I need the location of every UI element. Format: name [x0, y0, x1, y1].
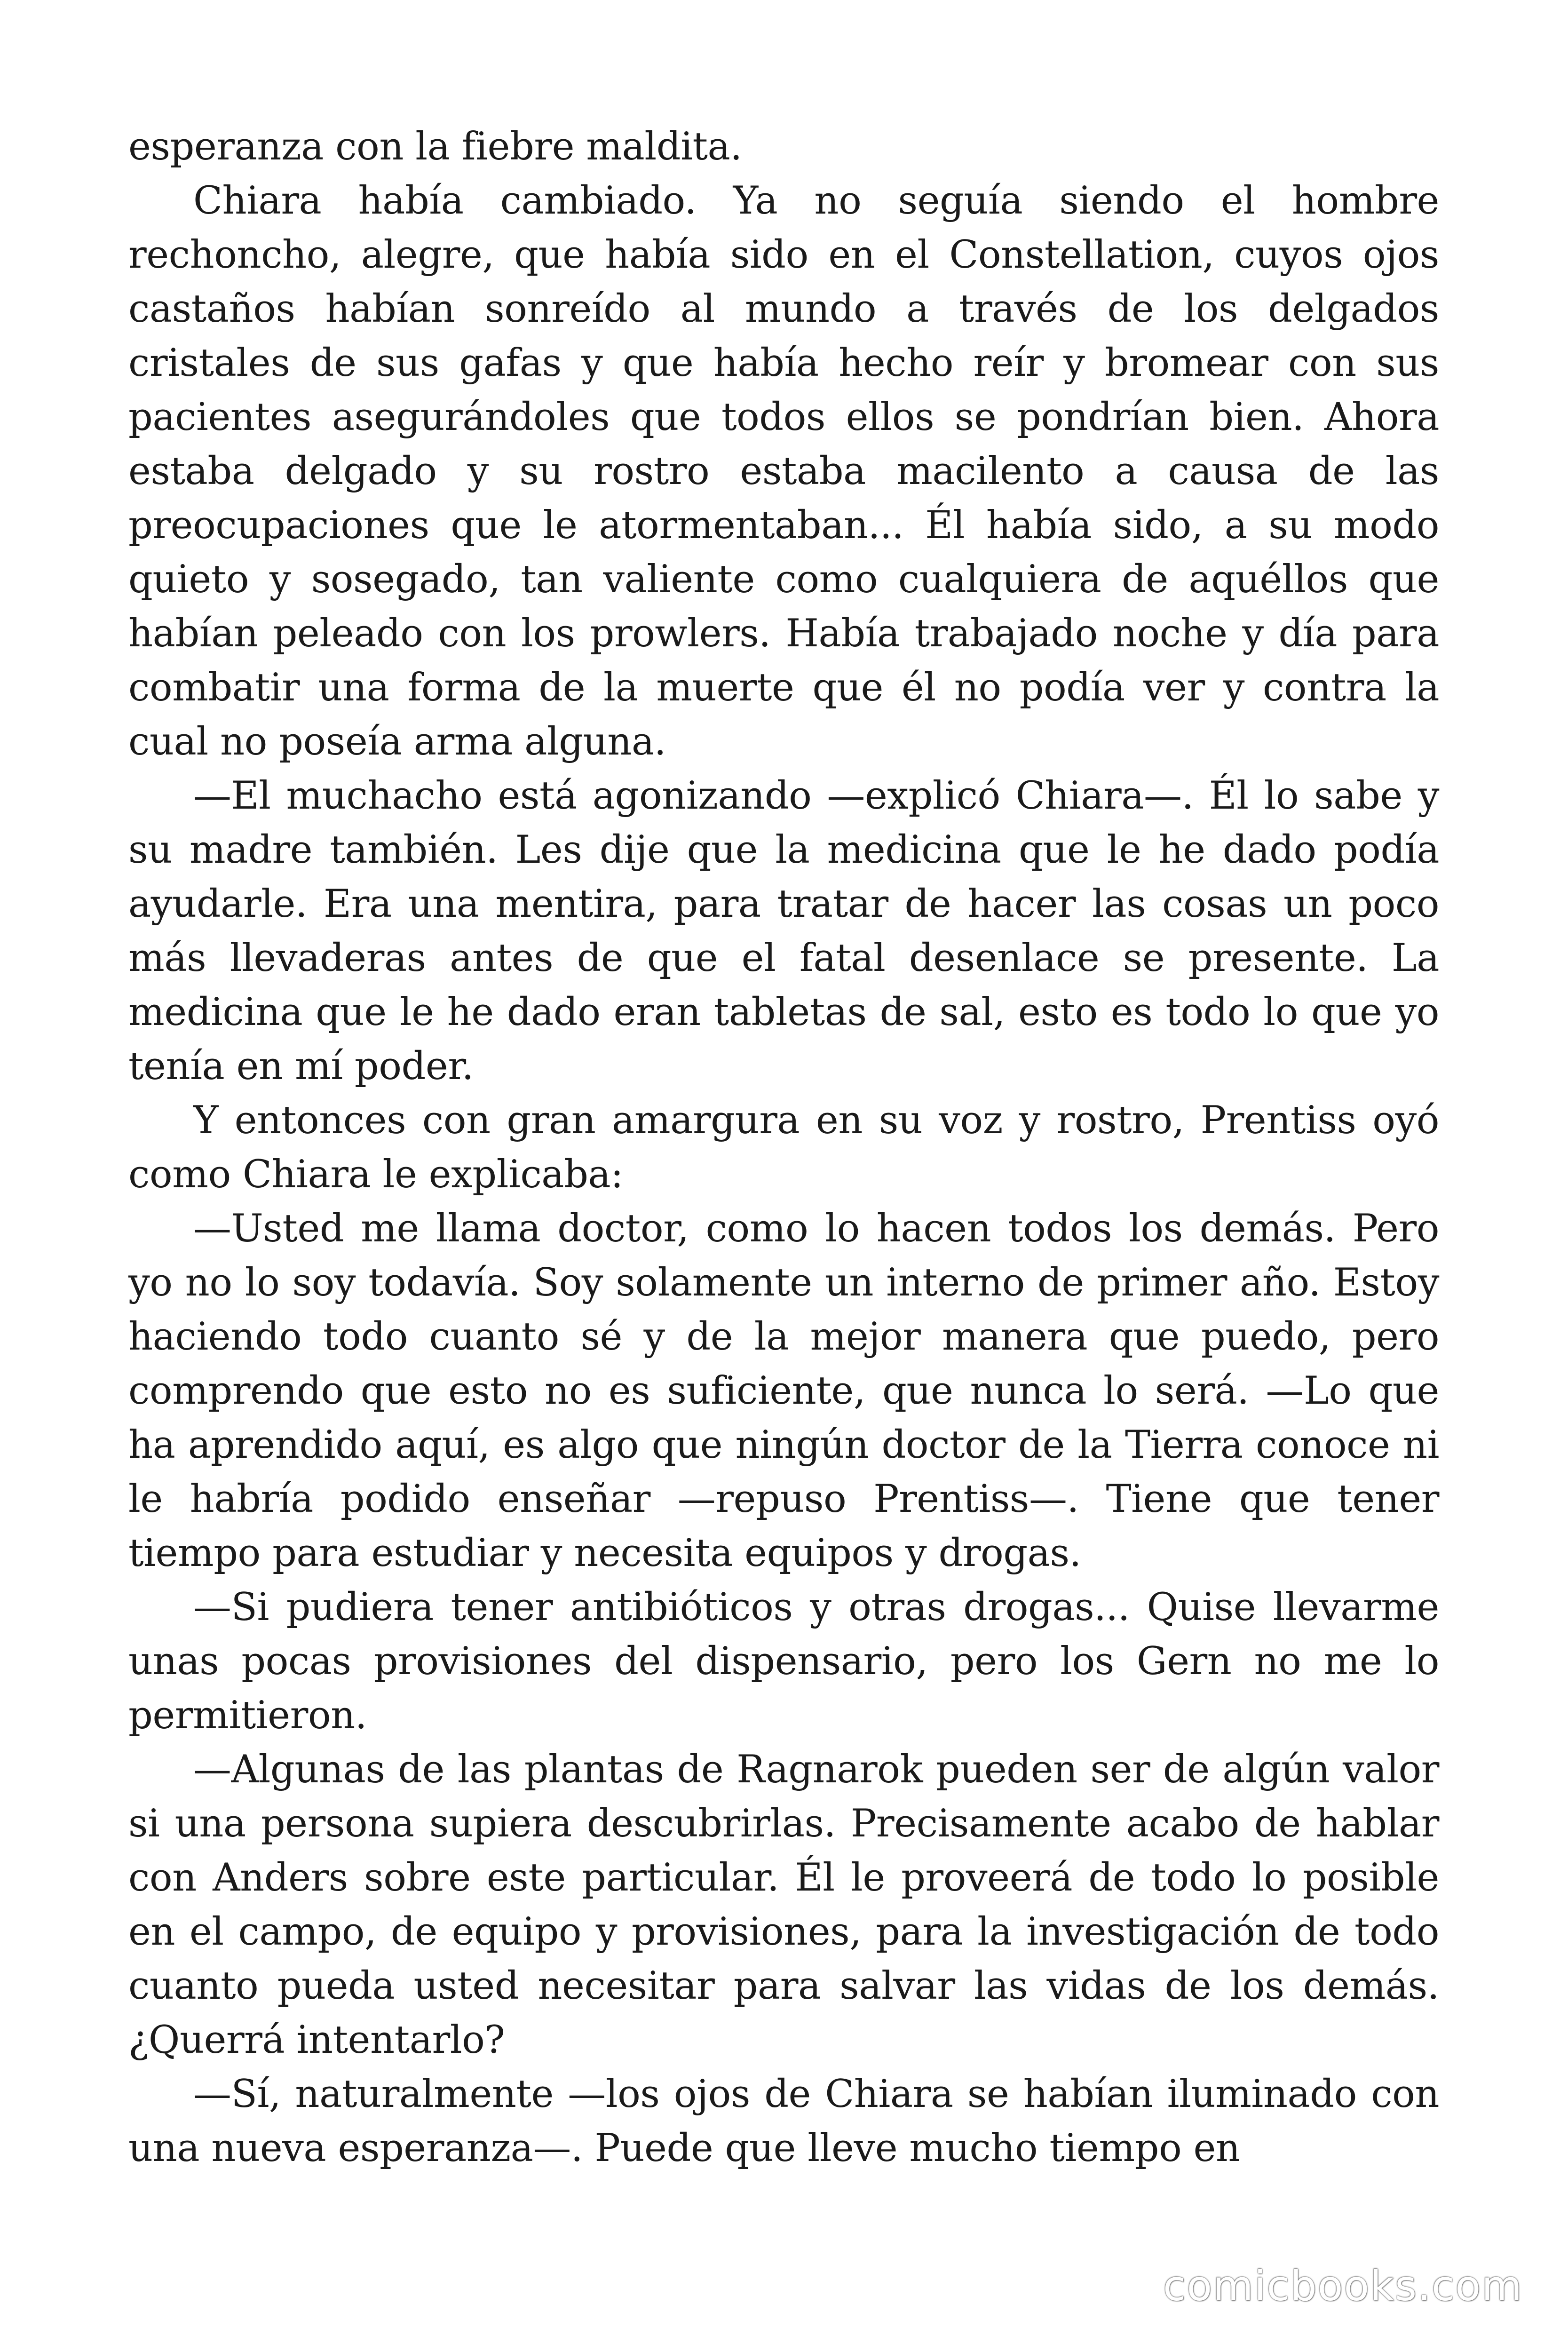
paragraph-6: —Si pudiera tener antibióticos y otras drogas... Quise llevarme unas pocas provisiones del dispensario, pero los Gern no me lo permitieron.: [128, 1585, 1439, 1738]
paragraph-2: Chiara había cambiado. Ya no seguía siendo el hombre rechoncho, alegre, que había sido en el Constellation, cuyos ojos castaños habían sonreído al mundo a través de los delgados cristales de sus gafas y que había hecho reír y bromear con sus pacientes asegurándoles que todos ellos se pondrían bien. Ahora estaba delgado y su rostro estaba macilento a causa de las preocupaciones que le atormentaban... Él había sido, a su modo quieto y sosegado, tan valiente como cualquiera de aquéllos que habían peleado con los prowlers. Había trabajado noche y día para combatir una forma de la muerte que él no podía ver y contra la cual no poseía arma alguna.: [128, 179, 1439, 764]
body-text: [128, 120, 1439, 2176]
paragraph-1: esperanza con la fiebre maldita.: [128, 125, 742, 169]
watermark: comicbooks.com: [1163, 2262, 1523, 2310]
paragraph-7: —Algunas de las plantas de Ragnarok pueden ser de algún valor si una persona supiera descubrirlas. Precisamente acabo de hablar con Anders sobre este particular. Él le proveerá de todo lo posible en el campo, de equipo y provisiones, para la investigación de todo cuanto pueda usted necesitar para salvar las vidas de los demás. ¿Querrá intentarlo?: [128, 1748, 1439, 2062]
paragraph-5: —Usted me llama doctor, como lo hacen todos los demás. Pero yo no lo soy todavía. Soy solamente un interno de primer año. Estoy haciendo todo cuanto sé y de la mejor manera que puedo, pero comprendo que esto no es suficiente, que nunca lo será. —Lo que ha aprendido aquí, es algo que ningún doctor de la Tierra conoce ni le habría podido enseñar —repuso Prentiss—. Tiene que tener tiempo para estudiar y necesita equipos y drogas.: [128, 1207, 1439, 1575]
paragraph-3: —El muchacho está agonizando —explicó Chiara—. Él lo sabe y su madre también. Les dije que la medicina que le he dado podía ayudarle. Era una mentira, para tratar de hacer las cosas un poco más llevaderas antes de que el fatal desenlace se presente. La medicina que le he dado eran tabletas de sal, esto es todo lo que yo tenía en mí poder.: [128, 774, 1439, 1089]
paragraph-8: —Sí, naturalmente —los ojos de Chiara se habían iluminado con una nueva esperanza—. Puede que lleve mucho tiempo en: [128, 2072, 1439, 2170]
paragraph-4: Y entonces con gran amargura en su voz y rostro, Prentiss oyó como Chiara le explicaba:: [128, 1098, 1439, 1197]
